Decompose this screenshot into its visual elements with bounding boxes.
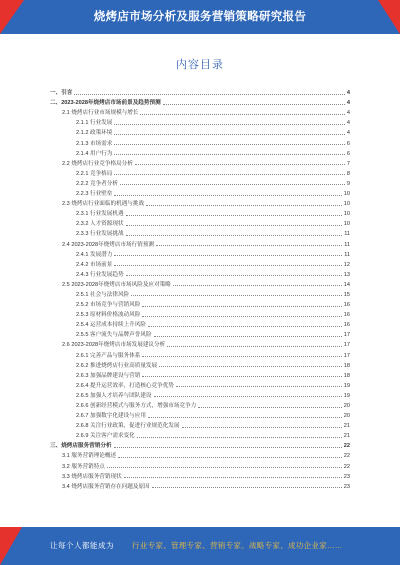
toc-entry-label: 2.2 烧烤店行业竞争格局分析 xyxy=(62,160,133,167)
toc-entry-label: 2.1.1 行业发展 xyxy=(76,120,113,127)
toc-dot-leader xyxy=(142,356,341,357)
toc-entry[interactable] xyxy=(50,399,350,409)
toc-dot-leader xyxy=(142,376,341,377)
toc-dot-leader xyxy=(114,134,345,135)
toc-dot-leader xyxy=(163,104,345,105)
toc-dot-leader xyxy=(173,285,342,286)
toc-dot-leader xyxy=(148,326,342,327)
toc-entry-label: 2.6.1 完善产品与服务体系 xyxy=(76,352,141,359)
toc-entry-page: 4 xyxy=(346,90,350,97)
toc-entry-page: 7 xyxy=(346,160,350,167)
toc-entry-page: 4 xyxy=(346,130,350,137)
toc-entry-label: 2.6.3 加强品牌建设与营销 xyxy=(76,372,141,379)
toc-entry-page: 13 xyxy=(343,271,350,278)
toc-entry[interactable] xyxy=(50,389,350,399)
toc-entry-label: 2.3 烧烤店行业面临的机遇与挑战 xyxy=(62,201,145,208)
toc-entry-label: 3.3 烧烤店服务营销现状 xyxy=(62,473,122,480)
toc-dot-leader xyxy=(126,235,343,236)
toc-entry-label: 2.2.3 行业壁垒 xyxy=(76,191,113,198)
toc-dot-leader xyxy=(167,346,342,347)
toc-entry-page: 20 xyxy=(343,413,350,420)
toc-dot-leader xyxy=(126,225,342,226)
toc-entry[interactable] xyxy=(50,439,350,449)
toc-entry-page: 20 xyxy=(343,403,350,409)
toc-entry[interactable] xyxy=(50,147,350,157)
toc-entry-page: 11 xyxy=(344,241,350,248)
toc-entry[interactable] xyxy=(50,268,350,278)
toc-entry-page: 22 xyxy=(343,453,350,460)
toc-entry-label: 2.5.4 运营成本持续上升风险 xyxy=(76,322,146,329)
toc-entry[interactable] xyxy=(50,136,350,146)
toc-entry-label: 2.5.2 市场竞争与营销风险 xyxy=(76,302,141,309)
toc-entry-page: 10 xyxy=(343,191,350,198)
toc-entry-page: 8 xyxy=(346,170,350,177)
toc-entry-label: 2.1.2 政策环境 xyxy=(76,130,113,137)
toc-entry-label: 2.6.5 加强人才培养与团队建设 xyxy=(76,392,152,399)
toc-entry-page: 23 xyxy=(343,473,350,480)
toc-entry[interactable] xyxy=(50,480,350,490)
toc-entry[interactable] xyxy=(50,106,350,116)
toc-entry-page: 9 xyxy=(346,180,350,187)
toc-entry-page: 11 xyxy=(344,251,350,258)
toc-dot-leader xyxy=(152,487,342,488)
toc-dot-leader xyxy=(126,275,342,276)
toc-dot-leader xyxy=(198,407,341,408)
toc-entry-label: 2.1 烧烤店行业市场规模与增长 xyxy=(62,110,139,117)
toc-dot-leader xyxy=(114,195,341,196)
toc-entry[interactable] xyxy=(50,369,350,379)
toc-entry-label: 2.1.3 市场需求 xyxy=(76,140,113,147)
toc-entry-page: 16 xyxy=(343,302,350,309)
toc-entry-page: 4 xyxy=(346,110,350,117)
toc-entry-page: 21 xyxy=(343,423,350,430)
toc-entry-page: 21 xyxy=(343,433,350,440)
table-of-contents xyxy=(50,86,350,490)
toc-dot-leader xyxy=(148,417,342,418)
toc-dot-leader xyxy=(120,184,345,185)
toc-entry[interactable] xyxy=(50,459,350,469)
toc-entry-label: 二、2023-2028年烧烤店市场前景及趋势预测 xyxy=(50,100,161,107)
toc-dot-leader xyxy=(114,144,345,145)
toc-entry[interactable] xyxy=(50,278,350,288)
toc-entry-page: 16 xyxy=(343,322,350,329)
toc-entry[interactable] xyxy=(50,248,350,258)
toc-dot-leader xyxy=(114,265,341,266)
toc-entry-page: 19 xyxy=(343,382,350,389)
toc-entry[interactable] xyxy=(50,470,350,480)
toc-entry-page: 18 xyxy=(343,372,350,379)
toc-entry[interactable] xyxy=(50,258,350,268)
toc-dot-leader xyxy=(124,477,342,478)
toc-entry-page: 17 xyxy=(343,332,350,339)
toc-entry-page: 10 xyxy=(343,201,350,208)
toc-entry-label: 2.3.1 行业发展机遇 xyxy=(76,211,124,218)
toc-dot-leader xyxy=(176,386,342,387)
toc-entry-page: 14 xyxy=(343,281,350,288)
toc-dot-leader xyxy=(118,457,342,458)
toc-entry[interactable] xyxy=(50,348,350,358)
toc-entry-label: 2.2.1 竞争格局 xyxy=(76,170,113,177)
toc-entry[interactable] xyxy=(50,308,350,318)
toc-entry-label: 2.5.1 社会与法律风险 xyxy=(76,291,130,298)
toc-entry-label: 2.5.3 原材料价格波动风险 xyxy=(76,312,141,319)
toc-entry-page: 10 xyxy=(343,221,350,228)
toc-entry-label: 2.5.5 客户流失与品牌声誉风险 xyxy=(76,332,152,339)
toc-dot-leader xyxy=(154,336,342,337)
toc-entry-label: 2.6.2 推进烧烤店行业高质量发展 xyxy=(76,362,158,369)
toc-entry-label: 2.6.6 创新经营模式与服务方式，增强市场竞争力 xyxy=(76,403,197,409)
toc-dot-leader xyxy=(146,205,342,206)
toc-entry[interactable] xyxy=(50,116,350,126)
toc-entry[interactable] xyxy=(50,86,350,96)
toc-entry[interactable] xyxy=(50,207,350,217)
toc-entry[interactable] xyxy=(50,288,350,298)
toc-entry-label: 2.3.3 行业发展挑战 xyxy=(76,231,124,238)
toc-entry-page: 19 xyxy=(343,392,350,399)
toc-entry-label: 2.4 2023-2028年烧烤店市场行情预测 xyxy=(62,241,155,248)
toc-entry[interactable] xyxy=(50,419,350,429)
toc-entry-page: 22 xyxy=(343,443,350,450)
toc-entry-page: 15 xyxy=(343,291,350,298)
toc-dot-leader xyxy=(156,245,342,246)
toc-dot-leader xyxy=(107,467,342,468)
footer-roles: 行业专家、管理专家、营销专家、战略专家、成功企业家…… xyxy=(132,541,343,550)
toc-entry-page: 4 xyxy=(346,100,350,107)
toc-entry-label: 2.2.2 竞争者分析 xyxy=(76,180,118,187)
toc-entry-label: 2.1.4 用户行为 xyxy=(76,150,113,157)
toc-entry[interactable] xyxy=(50,429,350,439)
toc-entry-label: 2.4.3 行业发展趋势 xyxy=(76,271,124,278)
toc-entry-page: 17 xyxy=(343,352,350,359)
toc-entry-label: 3.2 服务营销特点 xyxy=(62,463,105,470)
toc-entry-label: 3.4 烧烤店服务营销存在问题及原因 xyxy=(62,483,150,490)
toc-dot-leader xyxy=(142,306,341,307)
page-footer xyxy=(0,527,400,565)
toc-entry[interactable] xyxy=(50,409,350,419)
toc-heading: 内容目录 xyxy=(176,59,224,71)
toc-entry[interactable] xyxy=(50,197,350,207)
toc-entry-page: 6 xyxy=(346,150,350,157)
toc-entry[interactable] xyxy=(50,187,350,197)
toc-entry-page: 16 xyxy=(343,312,350,319)
toc-entry-label: 2.4.2 市场前景 xyxy=(76,261,113,268)
toc-entry[interactable] xyxy=(50,96,350,106)
toc-entry-label: 2.6.9 关注客户需求变化 xyxy=(76,433,135,440)
toc-dot-leader xyxy=(182,427,342,428)
toc-dot-leader xyxy=(126,215,342,216)
toc-entry[interactable] xyxy=(50,379,350,389)
toc-entry[interactable] xyxy=(50,126,350,136)
toc-entry-page: 17 xyxy=(343,342,350,349)
toc-entry-page: 10 xyxy=(343,211,350,218)
toc-entry[interactable] xyxy=(50,359,350,369)
toc-entry-page: 12 xyxy=(343,261,350,268)
toc-dot-leader xyxy=(137,437,342,438)
toc-dot-leader xyxy=(114,174,345,175)
toc-entry-label: 3.1 服务营销理论概述 xyxy=(62,453,117,460)
toc-entry-label: 2.3.2 人才资源现状 xyxy=(76,221,124,228)
toc-dot-leader xyxy=(74,94,344,95)
toc-dot-leader xyxy=(142,316,341,317)
toc-dot-leader xyxy=(140,114,344,115)
toc-entry-page: 6 xyxy=(346,140,350,147)
toc-entry[interactable] xyxy=(50,237,350,247)
toc-entry[interactable] xyxy=(50,217,350,227)
toc-entry-label: 2.5 2023-2028年烧烤店市场风险及应对策略 xyxy=(62,281,171,288)
toc-entry-page: 22 xyxy=(343,463,350,470)
toc-dot-leader xyxy=(114,447,342,448)
toc-entry[interactable] xyxy=(50,177,350,187)
toc-entry[interactable] xyxy=(50,157,350,167)
toc-entry-page: 18 xyxy=(343,362,350,369)
toc-entry-label: 2.6.8 关注行业政策，促进行业规范化发展 xyxy=(76,423,180,430)
page-header xyxy=(0,0,400,34)
toc-dot-leader xyxy=(131,295,342,296)
toc-dot-leader xyxy=(114,124,345,125)
toc-entry[interactable] xyxy=(50,298,350,308)
footer-slogan: 让每个人都能成为 xyxy=(50,541,114,550)
toc-entry-label: 一、引言 xyxy=(50,90,73,97)
toc-entry-page: 11 xyxy=(344,231,350,238)
toc-entry-label: 2.6.7 加强数字化建设与应用 xyxy=(76,413,146,420)
report-title: 烧烤店市场分析及服务营销策略研究报告 xyxy=(93,11,307,23)
toc-entry[interactable] xyxy=(50,227,350,237)
toc-entry-label: 三、烧烤店服务营销分析 xyxy=(50,443,112,450)
toc-entry[interactable] xyxy=(50,338,350,348)
toc-entry[interactable] xyxy=(50,449,350,459)
toc-entry-page: 4 xyxy=(346,120,350,127)
toc-entry[interactable] xyxy=(50,328,350,338)
toc-entry-label: 2.4.1 发展潜力 xyxy=(76,251,113,258)
toc-entry-page: 23 xyxy=(343,483,350,490)
footer-red-accent xyxy=(0,527,22,565)
toc-entry[interactable] xyxy=(50,318,350,328)
toc-entry-label: 2.6.4 提升运营效率，打造核心竞争优势 xyxy=(76,382,174,389)
toc-dot-leader xyxy=(114,255,342,256)
toc-dot-leader xyxy=(154,396,342,397)
toc-entry[interactable] xyxy=(50,167,350,177)
toc-entry-label: 2.6 2023-2028年烧烤店市场发展建议分析 xyxy=(62,342,166,349)
toc-dot-leader xyxy=(135,164,345,165)
toc-dot-leader xyxy=(159,366,342,367)
toc-dot-leader xyxy=(114,154,345,155)
